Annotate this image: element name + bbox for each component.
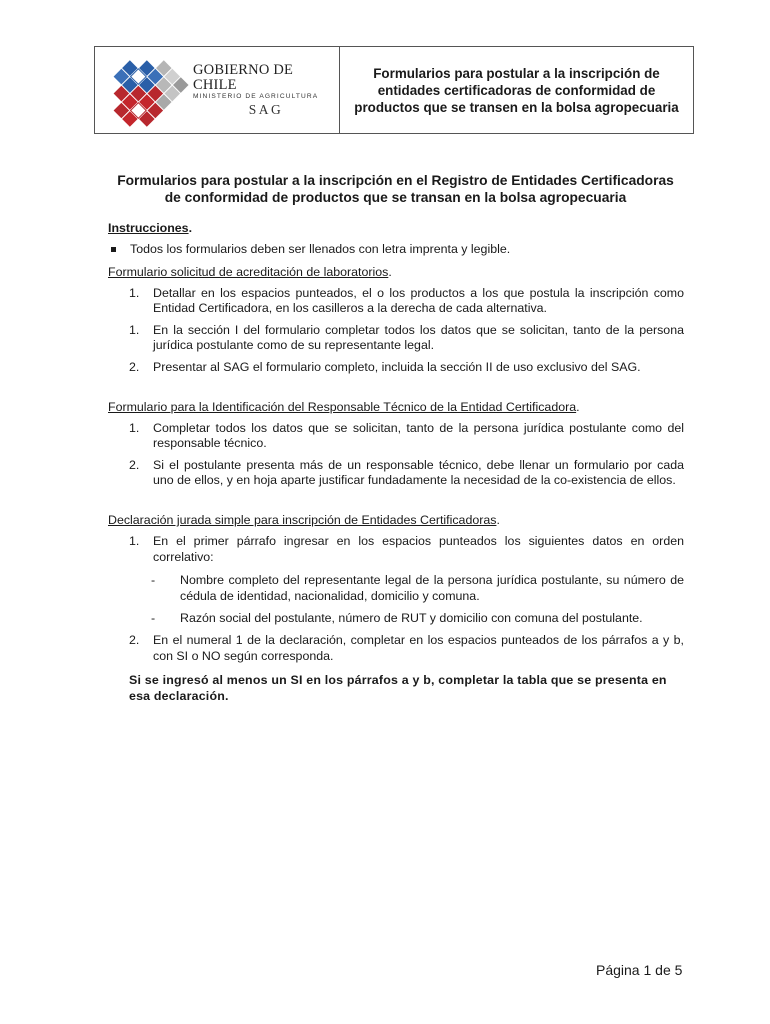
header-title: Formularios para postular a la inscripción de entidades certificadoras de conformidad de productos que se transen en la bolsa agropecuaria <box>354 65 679 115</box>
sub-list-item <box>108 573 684 604</box>
item-text: Si el postulante presenta más de un responsable técnico, debe llenar un formulario por cada uno de ellos, y en hoja aparte justificar fundadamente la necesidad de la co-existencia de ellos. <box>153 457 684 488</box>
item-number: 2. <box>129 457 140 472</box>
list-item <box>108 242 684 258</box>
logo-sag-text: SAG <box>248 102 284 118</box>
item-number: 1. <box>129 322 140 337</box>
page-title: Formularios para postular a la inscripción en el Registro de Entidades Certificadoras de conformidad de productos que se transan en la bolsa agropecuaria <box>117 173 674 205</box>
item-number: 2. <box>129 359 140 374</box>
section-heading-line <box>108 264 684 280</box>
sub-item-text: Nombre completo del representante legal de la persona jurídica postulante, su número de cédula de identidad, nacionalidad, domicilio y comuna. <box>180 573 684 603</box>
instructions-heading: Instrucciones <box>108 221 189 235</box>
list-item <box>108 323 684 354</box>
item-text: En el primer párrafo ingresar en los espacios punteados los siguientes datos en orden correlativo: <box>153 533 684 564</box>
item-text: Presentar al SAG el formulario completo, incluida la sección II de uso exclusivo del SAG. <box>153 359 641 374</box>
sub-item-text: Razón social del postulante, número de RUT y domicilio con comuna del postulante. <box>180 611 643 626</box>
item-number: 1. <box>129 285 140 300</box>
list-item <box>108 534 684 565</box>
instructions-heading-suffix: . <box>188 221 193 235</box>
section2-heading: Formulario para la Identificación del Responsable Técnico de la Entidad Certificadora <box>108 399 577 414</box>
list-item <box>108 633 684 664</box>
section-heading-line <box>108 399 684 415</box>
dash-marker: - <box>151 611 156 626</box>
bold-note: Si se ingresó al menos un SI en los párrafos a y b, completar la tabla que se presenta en esa declaración. <box>129 673 667 704</box>
sub-list-item <box>108 611 684 627</box>
instructions-heading-line <box>108 220 684 236</box>
item-text: Detallar en los espacios punteados, el o los productos a los que postula la inscripción como Entidad Certificadora, en los casilleros a la derecha de cada alternativa. <box>153 285 684 316</box>
section1-heading: Formulario solicitud de acreditación de laboratorios <box>108 264 389 279</box>
section3-heading: Declaración jurada simple para inscripción de Entidades Certificadoras <box>108 512 497 527</box>
section1-heading-suffix: . <box>388 264 392 279</box>
logo-gobierno-text: GOBIERNO DE CHILE <box>193 62 294 93</box>
gobierno-de-chile-logo <box>95 47 340 133</box>
item-number: 1. <box>129 533 140 548</box>
page-number: Página 1 de 5 <box>596 962 683 978</box>
item-text: En el numeral 1 de la declaración, completar en los espacios punteados de los párrafos a y b, con SI o NO según corresponda. <box>153 632 684 663</box>
list-item <box>108 421 684 452</box>
document-body <box>108 220 684 704</box>
document-header <box>94 46 694 134</box>
dash-marker: - <box>151 573 156 588</box>
logo-ministerio-text: MINISTERIO DE AGRICULTURA <box>193 93 319 101</box>
list-item <box>108 286 684 317</box>
item-text: Completar todos los datos que se solicitan, tanto de la persona jurídica postulante como del responsable técnico. <box>153 420 684 451</box>
sag-logo-mark-icon <box>99 47 189 133</box>
section-heading-line <box>108 512 684 528</box>
section3-heading-suffix: . <box>496 512 500 527</box>
item-number: 1. <box>129 420 140 435</box>
list-item <box>108 458 684 489</box>
bullet-text: Todos los formularios deben ser llenados con letra imprenta y legible. <box>130 242 511 256</box>
square-bullet-icon <box>111 247 116 252</box>
item-text: En la sección I del formulario completar todos los datos que se solicitan, tanto de la persona jurídica postulante como de su representante legal. <box>153 322 684 353</box>
section2-heading-suffix: . <box>576 399 580 414</box>
list-item <box>108 360 684 376</box>
item-number: 2. <box>129 632 140 647</box>
